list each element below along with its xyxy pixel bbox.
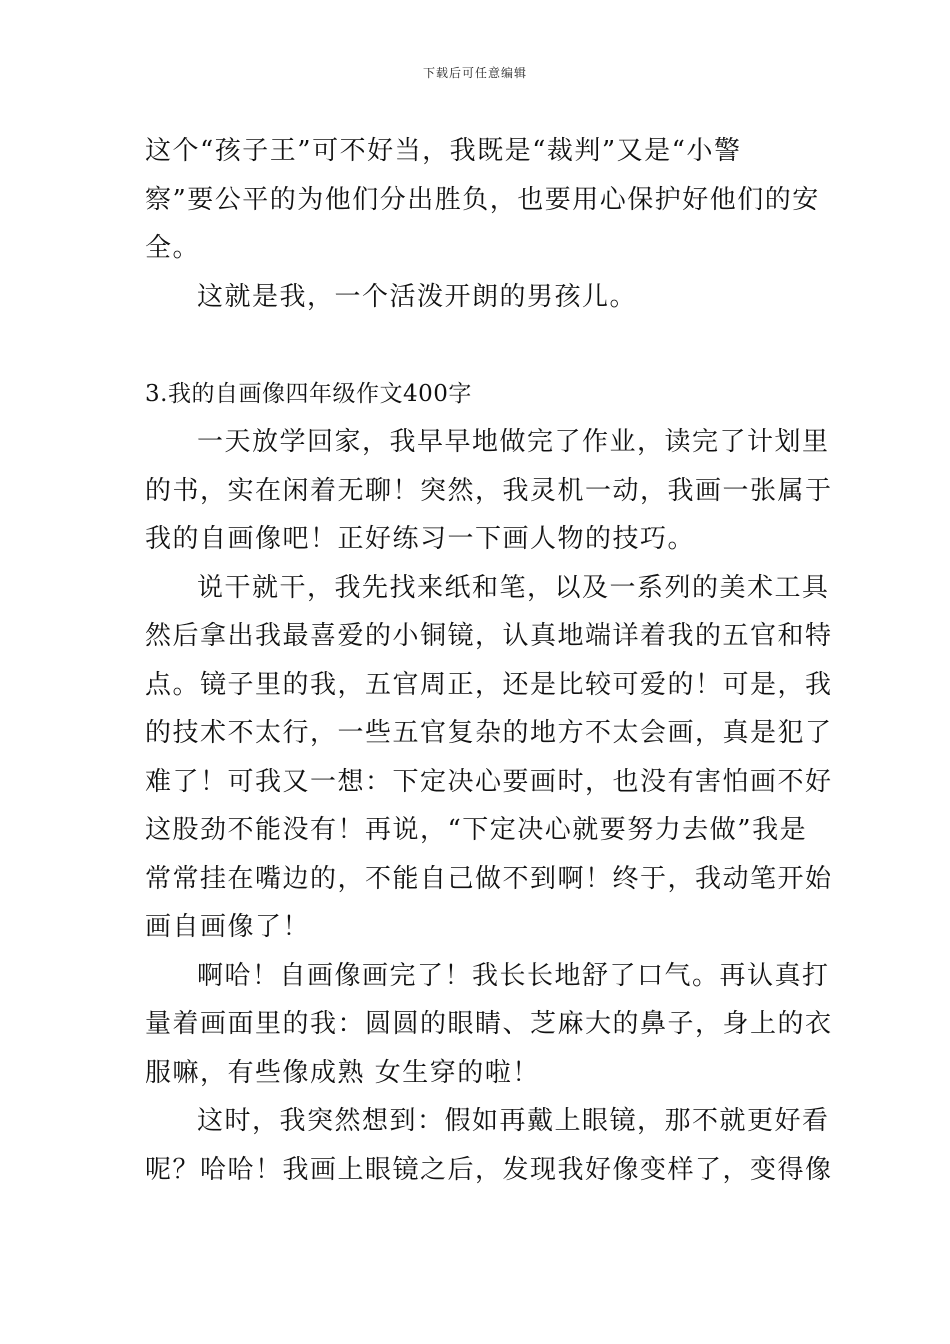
text-line: 啊哈！自画像画完了！我长长地舒了口气。再认真打 — [197, 960, 830, 991]
text-line: 的技术不太行，一些五官复杂的地方不太会画，真是犯了 — [145, 718, 833, 748]
text-line: 这个“孩子王”可不好当，我既是“裁判”又是“小警 — [145, 136, 742, 166]
text-line: 然后拿出我最喜爱的小铜镜，认真地端详着我的五官和特 — [145, 621, 833, 651]
text-line: 点。镜子里的我，五官周正，还是比较可爱的！可是，我 — [145, 669, 833, 700]
page-header: 下载后可任意编辑 — [422, 66, 527, 80]
closing-sentence: 这就是我，一个活泼开朗的男孩儿。 — [197, 281, 638, 312]
text-line: 量着画面里的我：圆圆的眼睛、芝麻大的鼻子，身上的衣 — [145, 1009, 833, 1039]
text-line: 呢？哈哈！我画上眼镜之后，发现我好像变样了，变得像 — [145, 1154, 833, 1185]
essay-paragraph — [145, 418, 833, 564]
essay-heading: 3.我的自画像四年级作文400字 — [145, 380, 472, 407]
intro-paragraph — [145, 127, 820, 273]
text-line: 服嘛，有些像成熟 女生穿的啦！ — [145, 1057, 540, 1088]
text-line: 画自画像了！ — [145, 912, 311, 942]
text-line: 常常挂在嘴边的，不能自己做不到啊！终于，我动笔开始 — [145, 863, 833, 894]
document-body — [145, 127, 833, 1194]
text-line: 一天放学回家，我早早地做完了作业，读完了计划里 — [197, 427, 830, 457]
text-line: 难了！可我又一想：下定决心要画时，也没有害怕画不好 — [145, 766, 833, 797]
text-line: 这时，我突然想到：假如再戴上眼镜，那不就更好看 — [197, 1106, 830, 1136]
text-line: 全。 — [145, 233, 201, 263]
essay-paragraph — [145, 952, 833, 1098]
text-line: 这股劲不能没有！再说，“下定决心就要努力去做”我是 — [145, 815, 808, 845]
text-line: 的书，实在闲着无聊！突然，我灵机一动，我画一张属于 — [145, 475, 833, 506]
text-line: 说干就干，我先找来纸和笔，以及一系列的美术工具 — [197, 572, 830, 603]
essay-paragraph — [145, 1097, 833, 1194]
essay-paragraph — [145, 564, 833, 952]
spacer — [145, 321, 807, 370]
text-line: 我的自画像吧！正好练习一下画人物的技巧。 — [145, 524, 696, 554]
text-line: 察”要公平的为他们分出胜负，也要用心保护好他们的安 — [145, 184, 820, 215]
